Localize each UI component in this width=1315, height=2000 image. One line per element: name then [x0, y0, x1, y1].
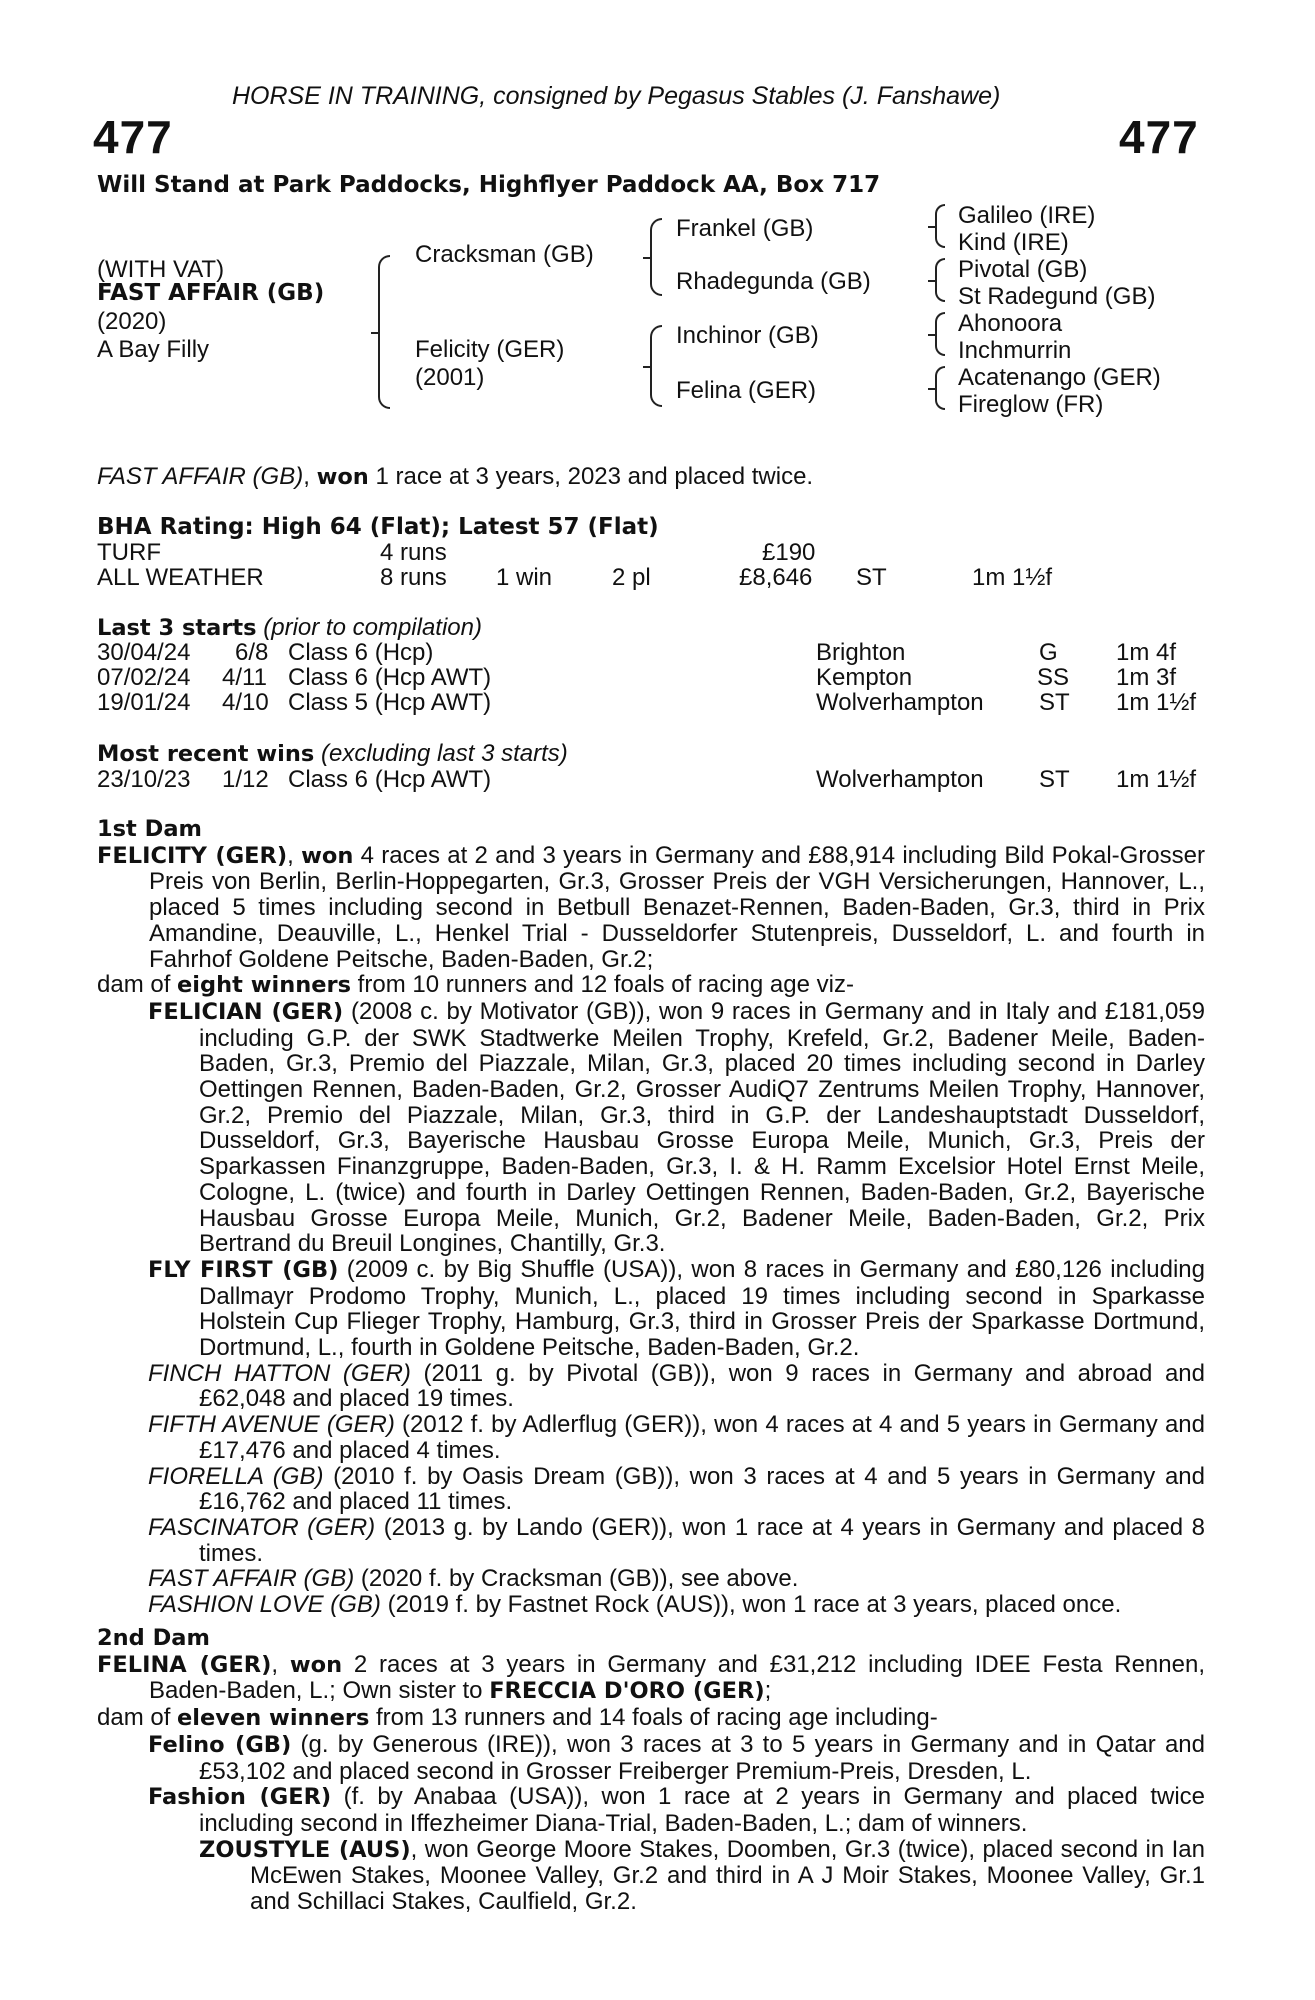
ggparent-4: St Radegund (GB) [958, 283, 1156, 310]
aw-runs: 8 runs [380, 564, 447, 591]
winners-count: eight winners [177, 972, 352, 999]
brace-dam-parents [650, 325, 662, 407]
rating-title: BHA Rating: High 64 (Flat); Latest 57 (Flat) [97, 514, 659, 540]
progeny-entry [148, 1592, 1205, 1618]
second-dam-section [97, 1626, 1205, 1915]
brace-sire-parents [650, 218, 662, 296]
ggparent-8: Fireglow (FR) [958, 391, 1104, 418]
progeny-name: FLY FIRST (GB) [148, 1256, 339, 1283]
recent-position: 1/12 [222, 766, 269, 793]
last3-class: Class 6 (Hcp AWT) [288, 664, 492, 691]
first-dam-name: FELICITY (GER) [97, 842, 288, 869]
ggparent-7: Acatenango (GER) [958, 364, 1161, 391]
summary-horse-name: FAST AFFAIR (GB) [97, 463, 304, 490]
last3-note: (prior to compilation) [263, 614, 482, 641]
grand-progeny-entry [199, 1837, 1205, 1915]
progeny-list [97, 999, 1205, 1618]
foaling-year: (2020) [97, 308, 167, 335]
progeny-entry [148, 1361, 1205, 1412]
first-dam-text: 4 races at 2 and 3 years in Germany and £88,914 including Bild Pokal-Grosser Preis von Berlin, Berlin-Hoppegarten, Gr.3, Grosser Preis der VGH Versicherungen, Hannover, L., placed 5 times including second in Betbull Benazet-Rennen, Baden-Baden, Gr.3, third in Prix Amandine, Deauville, L., Henkel Trial - Dusseldorfer Stutenpreis, Dusseldorf, L. and fourth in Fahrhof Goldene Peitsche, Baden-Baden, Gr.2; [149, 841, 1205, 973]
dam-of-detail: from 10 runners and 12 foals of racing age viz- [351, 971, 854, 999]
progeny-text: (2020 f. by Cracksman (GB)), see above. [354, 1565, 799, 1593]
sire-dam: Rhadegunda (GB) [676, 268, 871, 295]
progeny-text: , won George Moore Stakes, Doomben, Gr.3 (twice), placed second in Ian McEwen Stakes, Moonee Valley, Gr.2 and third in A J Moir Stakes, Moonee Valley, Gr.1 and Schillaci Stakes, Caulfield, Gr.2. [250, 1835, 1205, 1916]
progeny-entry [148, 1464, 1205, 1515]
aw-wins: 1 win [496, 564, 553, 591]
first-dam-heading: 1st Dam [97, 816, 202, 842]
last3-class: Class 6 (Hcp) [288, 639, 434, 666]
dam-of-detail: from 13 runners and 14 foals of racing age including- [369, 1704, 938, 1732]
progeny-entry [148, 1257, 1205, 1361]
last3-position: 6/8 [235, 639, 269, 666]
last3-course: Brighton [816, 639, 906, 666]
vat-note: (WITH VAT) [97, 256, 225, 283]
dam-of-label: dam of [97, 971, 178, 999]
recent-course: Wolverhampton [816, 766, 984, 793]
last3-position: 4/11 [222, 664, 267, 691]
race-summary: FAST AFFAIR (GB), won 1 race at 3 years, 2023 and placed twice. [97, 463, 814, 490]
ggparent-3: Pivotal (GB) [958, 256, 1088, 283]
progeny-text: (2009 c. by Big Shuffle (USA)), won 8 races in Germany and £80,126 including Dallmayr Prodomo Trophy, Munich, L., placed 19 times including second in Sparkasse Holstein Cup Flieger Trophy, Hamburg, Gr.3, third in Grosser Preis der Sparkasse Dortmund, Dortmund, L., fourth in Goldene Peitsche, Baden-Baden, Gr.2. [199, 1255, 1205, 1362]
progeny-name: FINCH HATTON (GER) [148, 1359, 411, 1387]
last3-going: ST [1039, 689, 1070, 716]
second-dam-text: 2 races at 3 years in Germany and £31,212 including IDEE Festa Rennen, Baden-Baden, L.; Own sister to [149, 1650, 1205, 1705]
summary-won: won [316, 464, 369, 490]
ggparent-5: Ahonoora [958, 310, 1063, 337]
aw-placed: 2 pl [612, 564, 651, 591]
progeny-text: (2010 f. by Oasis Dream (GB)), won 3 races at 4 and 5 years in Germany and £16,762 and placed 11 times. [199, 1462, 1205, 1516]
brace-gg4 [935, 366, 945, 410]
last3-going: SS [1037, 664, 1070, 691]
second-dam-text-end: ; [764, 1677, 772, 1705]
stand-location: Will Stand at Park Paddocks, Highflyer Paddock AA, Box 717 [97, 172, 881, 198]
last3-distance: 1m 4f [1116, 639, 1177, 666]
first-dam-section [97, 817, 1205, 1618]
progeny-name: FAST AFFAIR (GB) [148, 1565, 355, 1593]
dam-name: Felicity (GER) [415, 336, 565, 363]
last3-date: 19/01/24 [97, 689, 191, 716]
turf-prize: £190 [762, 539, 816, 566]
second-dam-name: FELINA (GER) [97, 1651, 272, 1678]
progeny-text: (2019 f. by Fastnet Rock (AUS)), won 1 race at 3 years, placed once. [380, 1591, 1122, 1619]
progeny-name: Fashion (GER) [148, 1784, 332, 1811]
ggparent-1: Galileo (IRE) [958, 202, 1096, 229]
first-dam-won: won [301, 842, 354, 869]
last3-position: 4/10 [222, 689, 269, 716]
sire-sire: Frankel (GB) [676, 215, 814, 242]
aw-surface: ALL WEATHER [97, 564, 264, 591]
progeny-name: Felino (GB) [148, 1731, 292, 1758]
progeny-entry [148, 1566, 1205, 1592]
progeny-entry [148, 1784, 1205, 1836]
progeny-text: (2013 g. by Lando (GER)), won 1 race at 4 years in Germany and placed 8 times. [199, 1513, 1205, 1567]
dam-year: (2001) [415, 364, 485, 391]
ggparent-2: Kind (IRE) [958, 229, 1069, 256]
recent-class: Class 6 (Hcp AWT) [288, 766, 492, 793]
progeny-text: (2011 g. by Pivotal (GB)), won 9 races in Germany and abroad and £62,048 and placed 19 times. [199, 1359, 1205, 1413]
sire-name: Cracksman (GB) [415, 241, 594, 268]
first-dam-record: FELICITY (GER), won 4 races at 2 and 3 years in Germany and £88,914 including Bild Pokal-Grosser Preis von Berlin, Berlin-Hoppegarten, Gr.3, Grosser Preis der VGH Versicherungen, Hannover, L., placed 5 times including second in Betbull Benazet-Rennen, Baden-Baden, Gr.3, third in Prix Amandine, Deauville, L., Henkel Trial - Dusseldorfer Stutenpreis, Dusseldorf, L. and fourth in Fahrhof Goldene Peitsche, Baden-Baden, Gr.2; [97, 841, 1205, 973]
last3-heading [97, 614, 482, 642]
brace-sire-dam [378, 255, 390, 409]
progeny-name: FASCINATOR (GER) [148, 1513, 376, 1541]
last3-course: Kempton [816, 664, 913, 691]
progeny-entry [148, 999, 1205, 1257]
progeny-text: (2008 c. by Motivator (GB)), won 9 races in Germany and in Italy and £181,059 including G.P. der SWK Stadtwerke Meilen Trophy, Krefeld, Gr.2, Badener Meile, Baden-Baden, Gr.3, Premio del Piazzale, Milan, Gr.3, placed 20 times including second in Darley Oettingen Rennen, Baden-Baden, Gr.2, Grosser AudiQ7 Zentrums Meilen Trophy, Hannover, Gr.2, Premio del Piazzale, Milan, Gr.3, third in G.P. der Landeshauptstadt Dusseldorf, Dusseldorf, Gr.3, Bayerische Hausbau Grosse Europa Meile, Munich, Gr.3, Preis der Sparkassen Finanzgruppe, Baden-Baden, Gr.3, I. & H. Ramm Excelsior Hotel Ernst Meile, Cologne, L. (twice) and fourth in Darley Oettingen Rennen, Baden-Baden, Gr.2, Bayerische Hausbau Grosse Europa Meile, Munich, Gr.2, Badener Meile, Baden-Baden, Gr.2, Prix Bertrand du Breuil Longines, Chantilly, Gr.3. [199, 997, 1205, 1258]
consignment-header: HORSE IN TRAINING, consigned by Pegasus Stables (J. Fanshawe) [232, 82, 1001, 110]
dam-of-label: dam of [97, 1704, 178, 1732]
last3-date: 30/04/24 [97, 639, 191, 666]
last3-course: Wolverhampton [816, 689, 984, 716]
horse-description: A Bay Filly [97, 336, 210, 363]
own-sister-name: FRECCIA D'ORO (GER) [489, 1678, 765, 1705]
last3-distance: 1m 1½f [1116, 689, 1197, 716]
dam-dam: Felina (GER) [676, 377, 817, 404]
recent-note: (excluding last 3 starts) [320, 740, 568, 767]
first-dam-produce-summary [97, 972, 1205, 999]
horse-name: FAST AFFAIR (GB) [97, 280, 325, 306]
second-dam-record: FELINA (GER), won 2 races at 3 years in Germany and £31,212 including IDEE Festa Rennen, Baden-Baden, L.; Own sister to FRECCIA D'ORO (GER); [97, 1650, 1205, 1705]
aw-prize: £8,646 [739, 564, 813, 591]
progeny-name: FIFTH AVENUE (GER) [148, 1411, 395, 1439]
turf-runs: 4 runs [380, 539, 447, 566]
recent-wins-heading [97, 740, 568, 768]
progeny-text: (2012 f. by Adlerflug (GER)), won 4 races at 4 and 5 years in Germany and £17,476 and placed 4 times. [199, 1411, 1205, 1464]
aw-distance: 1m 1½f [972, 564, 1053, 591]
recent-going: ST [1039, 766, 1070, 793]
brace-gg1 [935, 204, 945, 248]
brace-gg2 [935, 258, 945, 302]
second-dam-won: won [289, 1651, 343, 1678]
lot-number-left: 477 [93, 111, 173, 163]
brace-gg3 [935, 312, 945, 356]
recent-distance: 1m 1½f [1116, 766, 1197, 793]
aw-going: ST [856, 564, 887, 591]
progeny-name: FASHION LOVE (GB) [148, 1591, 381, 1619]
progeny-text: (f. by Anabaa (USA)), won 1 race at 2 years in Germany and placed twice including second in Iffezheimer Diana-Trial, Baden-Baden, L.; dam of winners. [199, 1783, 1205, 1837]
last3-distance: 1m 3f [1116, 664, 1177, 691]
progeny-name: ZOUSTYLE (AUS) [199, 1836, 411, 1863]
progeny-name: FIORELLA (GB) [148, 1462, 324, 1490]
last3-going: G [1039, 639, 1058, 666]
progeny-entry [148, 1732, 1205, 1784]
progeny-entry [148, 1515, 1205, 1566]
last3-date: 07/02/24 [97, 664, 191, 691]
summary-text: 1 race at 3 years, 2023 and placed twice. [368, 463, 814, 490]
lot-number-right: 477 [1119, 111, 1199, 163]
dam-sire: Inchinor (GB) [676, 322, 819, 349]
second-dam-produce-summary [97, 1705, 1205, 1732]
turf-surface: TURF [97, 539, 161, 566]
progeny-name: FELICIAN (GER) [148, 998, 344, 1025]
ggparent-6: Inchmurrin [958, 337, 1072, 364]
recent-title: Most recent wins [97, 741, 315, 767]
last3-class: Class 5 (Hcp AWT) [288, 689, 492, 716]
winners-count: eleven winners [177, 1705, 370, 1732]
second-dam-heading: 2nd Dam [97, 1625, 210, 1651]
progeny-entry [148, 1412, 1205, 1463]
last3-title: Last 3 starts [97, 615, 257, 641]
recent-date: 23/10/23 [97, 766, 191, 793]
progeny-text: (g. by Generous (IRE)), won 3 races at 3 to 5 years in Germany and in Qatar and £53,102 and placed second in Grosser Freiberger Premium-Preis, Dresden, L. [199, 1730, 1205, 1785]
